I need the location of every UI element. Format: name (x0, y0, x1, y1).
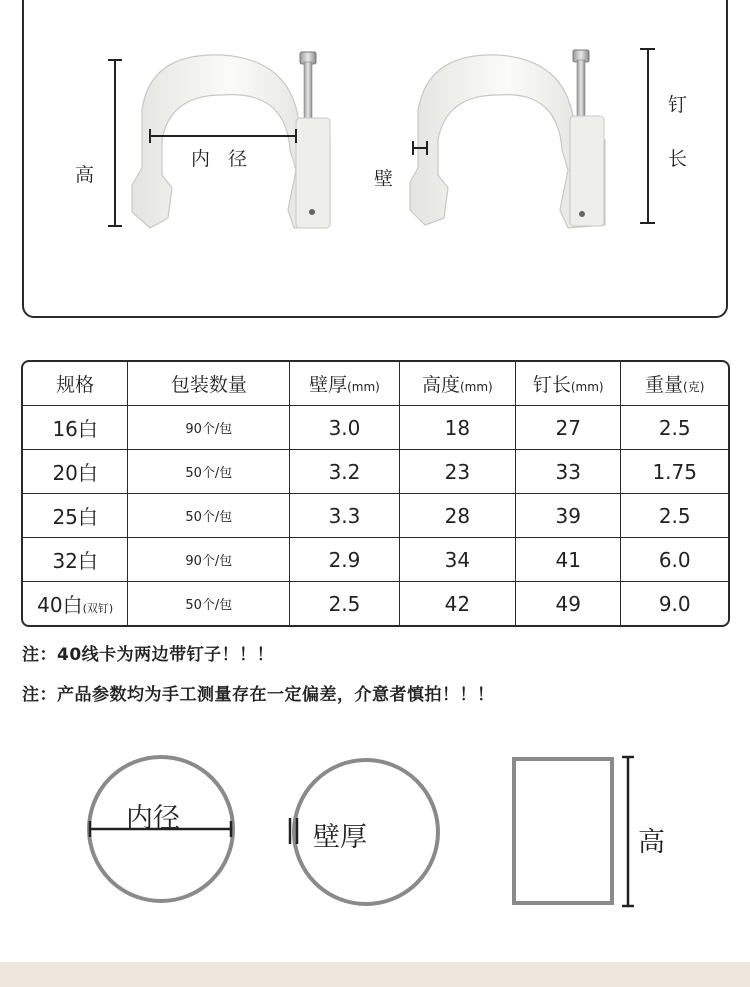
nail-length-label-1: 钉 (668, 94, 688, 116)
cell-nail: 49 (516, 582, 621, 625)
clip-2-image (410, 50, 605, 228)
cell-weight: 2.5 (621, 494, 728, 538)
cell-weight: 6.0 (621, 538, 728, 582)
inner-diameter-tick-right (295, 129, 297, 143)
table-row (23, 406, 728, 450)
cell-nail: 39 (516, 494, 621, 538)
wall-label: 壁 (374, 168, 394, 190)
cell-nail: 33 (516, 450, 621, 494)
cell-wall: 3.3 (290, 494, 399, 538)
height-dimension-tick-top (108, 59, 122, 61)
header-wall: 壁厚(mm) (290, 362, 399, 406)
inner-diameter-line (150, 135, 296, 137)
cell-weight: 1.75 (621, 450, 728, 494)
cell-height: 18 (400, 406, 516, 450)
cell-spec: 16白 (23, 406, 128, 450)
table-row (23, 582, 728, 625)
table-header-row (23, 362, 728, 406)
clip-1-image (132, 52, 330, 228)
wall-dimension-line (413, 147, 427, 149)
cell-pack: 50个/包 (128, 582, 290, 625)
cell-height: 28 (400, 494, 516, 538)
cell-wall: 3.2 (290, 450, 399, 494)
cell-pack: 90个/包 (128, 538, 290, 582)
table-row (23, 494, 728, 538)
cell-weight: 2.5 (621, 406, 728, 450)
footer-band (0, 962, 750, 987)
cell-spec: 32白 (23, 538, 128, 582)
nail-length-tick-bottom (640, 222, 655, 224)
header-height: 高度(mm) (400, 362, 516, 406)
header-weight: 重量(克) (621, 362, 728, 406)
cell-wall: 2.9 (290, 538, 399, 582)
cell-spec: 40白(双钉) (23, 582, 128, 625)
cell-pack: 50个/包 (128, 450, 290, 494)
cell-height: 42 (400, 582, 516, 625)
height-rectangle (514, 759, 612, 903)
cell-nail: 27 (516, 406, 621, 450)
cell-pack: 90个/包 (128, 406, 290, 450)
height-dimension-tick-bottom (108, 225, 122, 227)
bottom-inner-diameter-label: 内径 (126, 803, 180, 834)
height-label: 高 (75, 164, 95, 186)
wall-dimension-tick-right (426, 141, 428, 155)
header-nail: 钉长(mm) (516, 362, 621, 406)
cell-height: 34 (400, 538, 516, 582)
height-dimension-line (114, 60, 116, 226)
bottom-wall-thickness-label: 壁厚 (313, 822, 367, 853)
cell-spec: 25白 (23, 494, 128, 538)
cell-wall: 2.5 (290, 582, 399, 625)
bottom-height-label: 高 (638, 827, 665, 858)
cell-nail: 41 (516, 538, 621, 582)
cell-spec: 20白 (23, 450, 128, 494)
cell-height: 23 (400, 450, 516, 494)
header-spec: 规格 (23, 362, 128, 406)
note-double-nail: 注：40线卡为两边带钉子！！！ (22, 645, 275, 665)
header-pack: 包装数量 (128, 362, 290, 406)
wall-dimension-tick-left (412, 141, 414, 155)
nail-length-label-2: 长 (668, 148, 688, 170)
table-row (23, 450, 728, 494)
inner-diameter-tick-left (149, 129, 151, 143)
cell-weight: 9.0 (658, 591, 691, 616)
nail-length-tick-top (640, 48, 655, 50)
cell-wall: 3.0 (290, 406, 399, 450)
cell-pack: 50个/包 (128, 494, 290, 538)
spec-table (21, 360, 730, 627)
nail-length-line (647, 48, 649, 224)
inner-diameter-label: 内 径 (191, 148, 254, 170)
note-measurement-deviation: 注：产品参数均为手工测量存在一定偏差，介意者慎拍！！！ (22, 685, 495, 705)
table-row (23, 538, 728, 582)
